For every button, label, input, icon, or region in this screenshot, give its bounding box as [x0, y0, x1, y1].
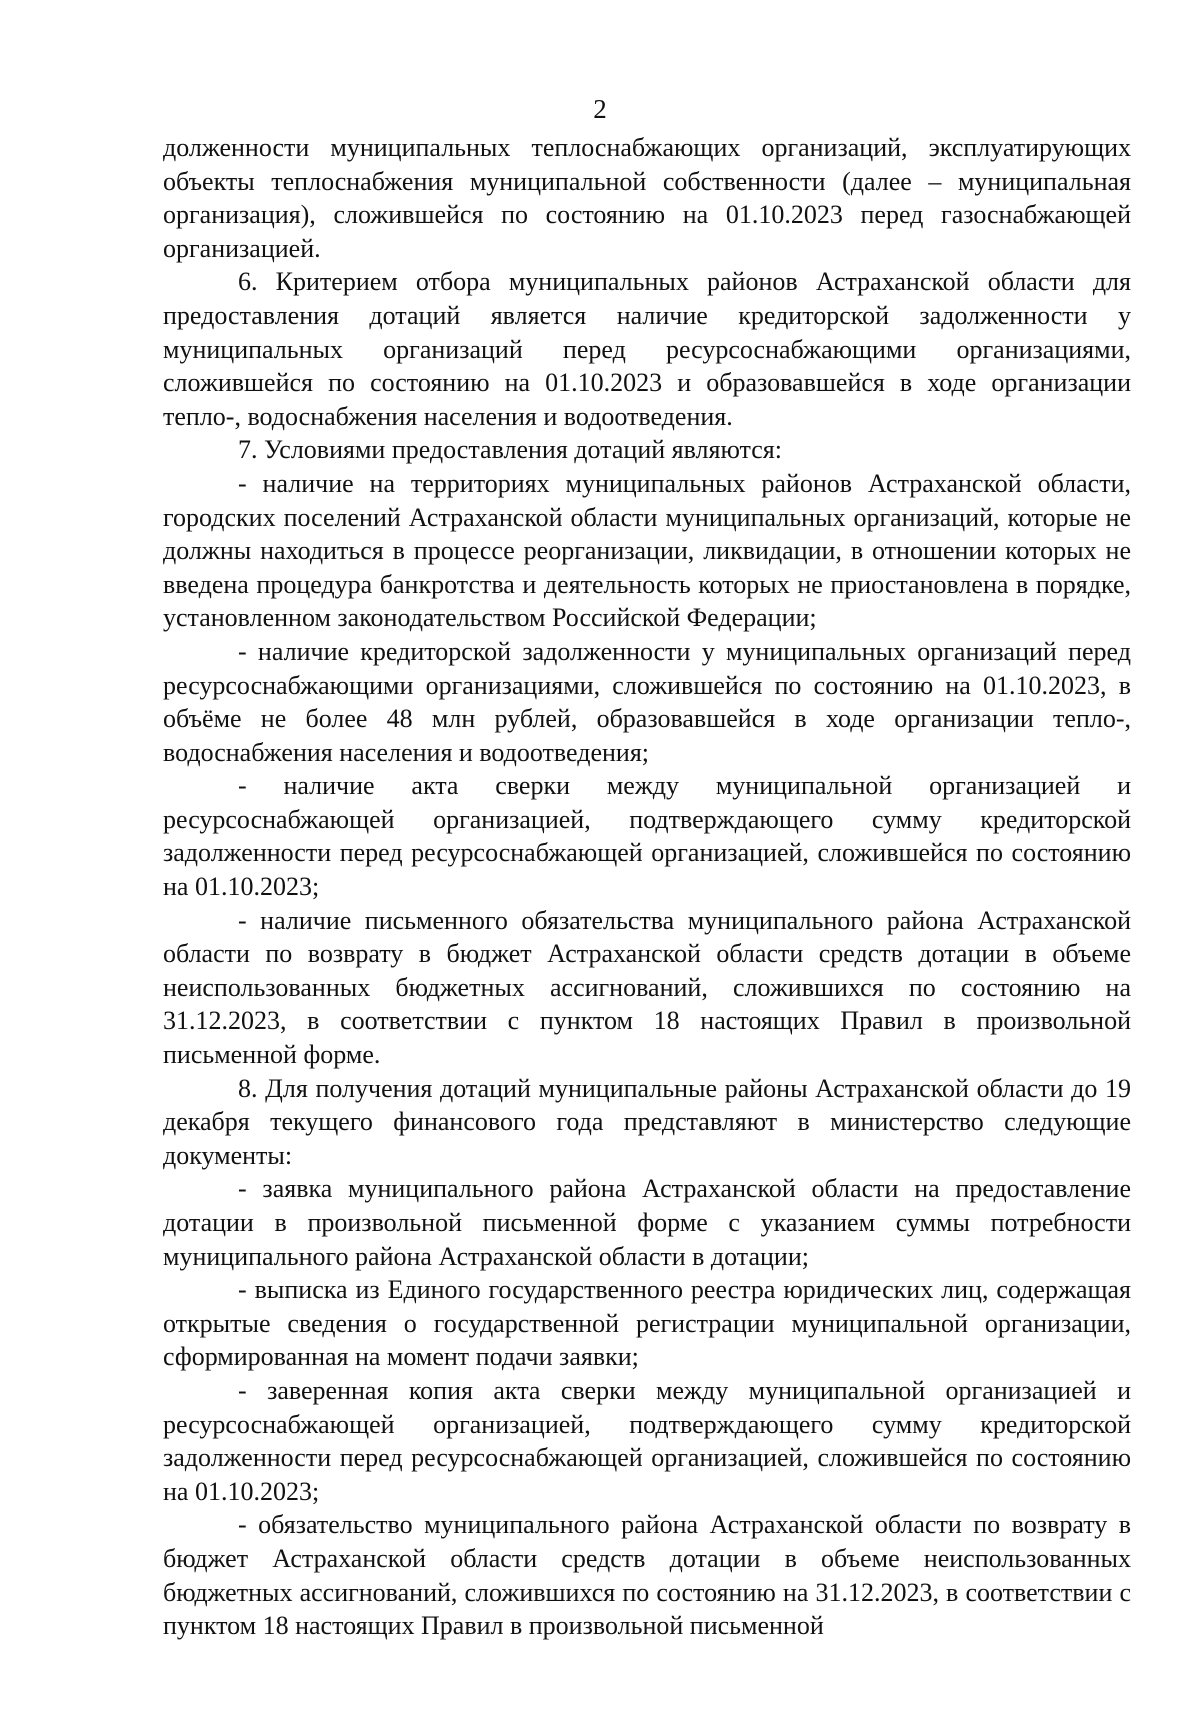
paragraph: - обязательство муниципального района Астраханской области по возврату в бюджет Астраханской области средств дотации в объеме неиспользованных бюджетных ассигнований, сложившихся по состоянию на 31.12.2023, в соответствии с пунктом 18 настоящих Правил в произвольной письменной	[163, 1510, 1131, 1641]
paragraph: - выписка из Единого государственного реестра юридических лиц, содержащая открытые сведения о государственной регистрации муниципальной организации, сформированная на момент подачи заявки;	[163, 1275, 1131, 1372]
document-body	[163, 131, 1131, 1643]
paragraph: - заверенная копия акта сверки между муниципальной организацией и ресурсоснабжающей организацией, подтверждающего сумму кредиторской задолженности перед ресурсоснабжающей организацией, сложившейся по состоянию на 01.10.2023;	[163, 1375, 1131, 1506]
paragraph: - наличие кредиторской задолженности у муниципальных организаций перед ресурсоснабжающими организациями, сложившейся по состоянию на 01.10.2023, в объёме не более 48 млн рублей, образовавшейся в ходе организации тепло-, водоснабжения населения и водоотведения;	[163, 636, 1131, 767]
paragraph: 8. Для получения дотаций муниципальные районы Астраханской области до 19 декабря текущего финансового года представляют в министерство следующие документы:	[163, 1073, 1131, 1170]
paragraph: - наличие письменного обязательства муниципального района Астраханской области по возврату в бюджет Астраханской области средств дотации в объеме неиспользованных бюджетных ассигнований, сложившихся по состоянию на 31.12.2023, в соответствии с пунктом 18 настоящих Правил в произвольной письменной форме.	[163, 905, 1131, 1070]
paragraph: - наличие акта сверки между муниципальной организацией и ресурсоснабжающей организацией, подтверждающего сумму кредиторской задолженности перед ресурсоснабжающей организацией, сложившейся по состоянию на 01.10.2023;	[163, 771, 1131, 902]
page-number: 2	[593, 94, 607, 124]
paragraph: 6. Критерием отбора муниципальных районов Астраханской области для предоставления дотаций является наличие кредиторской задолженности у муниципальных организаций перед ресурсоснабжающими организациями, сложившейся по состоянию на 01.10.2023 и образовавшейся в ходе организации тепло-, водоснабжения населения и водоотведения.	[163, 267, 1131, 431]
paragraph: долженности муниципальных теплоснабжающих организаций, эксплуатирующих объекты теплоснабжения муниципальной собственности (далее – муниципальная организация), сложившейся по состоянию на 01.10.2023 перед газоснабжающей организацией.	[163, 133, 1131, 263]
paragraph: - заявка муниципального района Астраханской области на предоставление дотации в произвольной письменной форме с указанием суммы потребности муниципального района Астраханской области в дотации;	[163, 1174, 1131, 1271]
paragraph: - наличие на территориях муниципальных районов Астраханской области, городских поселений Астраханской области муниципальных организаций, которые не должны находиться в процессе реорганизации, ликвидации, в отношении которых не введена процедура банкротства и деятельность которых не приостановлена в порядке, установленном законодательством Российской Федерации;	[163, 468, 1131, 633]
paragraph: 7. Условиями предоставления дотаций являются:	[238, 435, 782, 465]
